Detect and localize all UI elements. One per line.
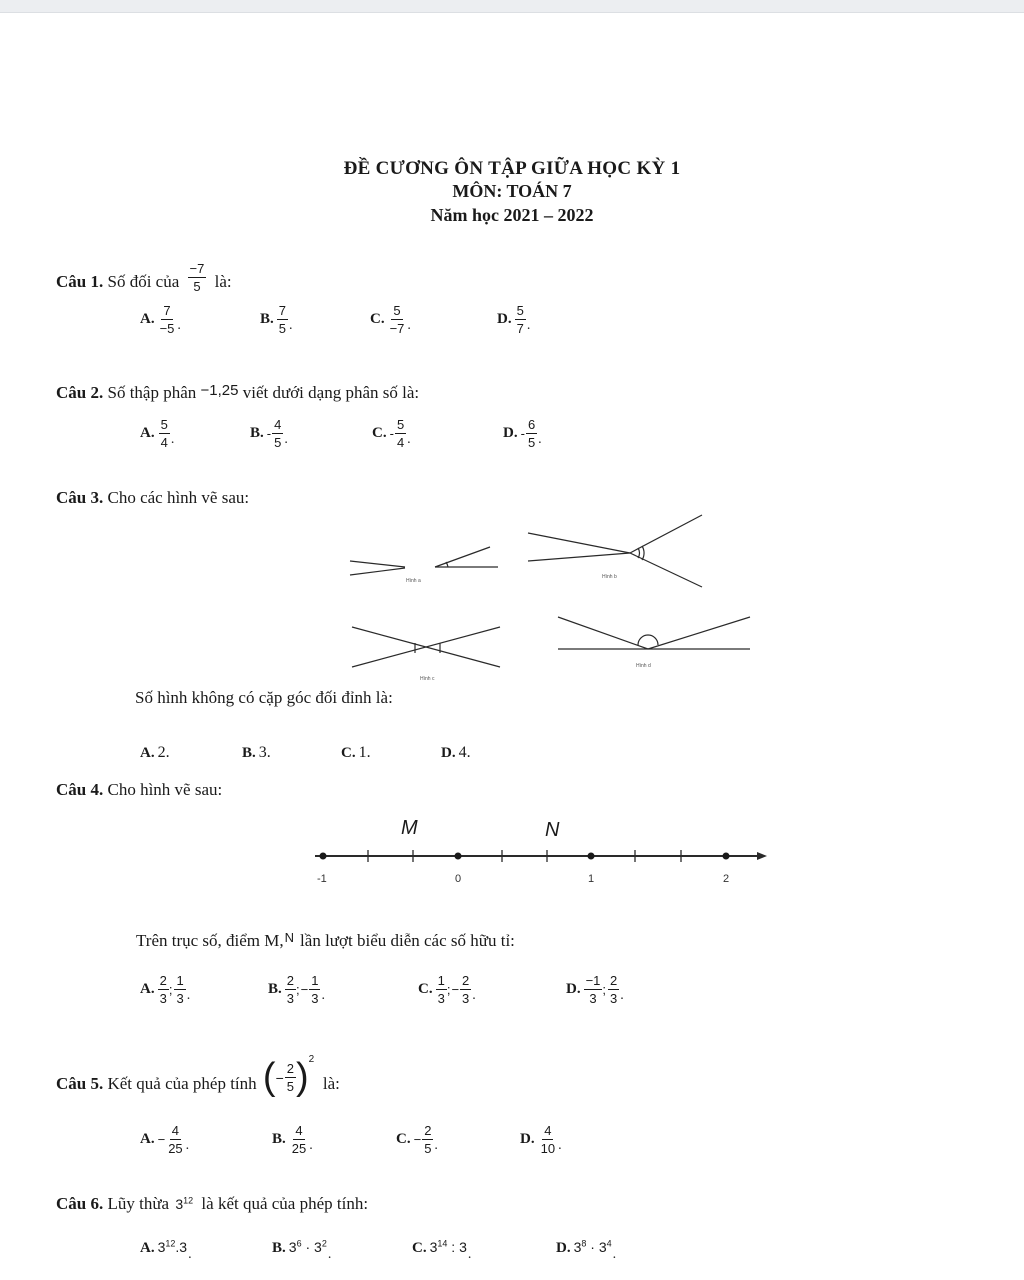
fraction-denominator: 5	[527, 434, 536, 450]
fraction-denominator: 4	[160, 434, 168, 450]
q6-option-c: C. $3^{14}$ : 3.	[412, 1238, 472, 1262]
question-2-text: Số thập phân	[107, 383, 197, 402]
question-2-value: −1,25	[200, 382, 239, 399]
fraction-numerator: 1	[437, 973, 445, 988]
option-value: 4.	[458, 744, 471, 761]
fraction-denominator: 3	[437, 990, 445, 1006]
question-5-label: Câu 5.	[56, 1074, 104, 1093]
operator: ·	[301, 1238, 315, 1255]
power-exponent: 2	[321, 1238, 327, 1248]
fraction-denominator: 5	[274, 434, 282, 450]
power-base: 3	[459, 1238, 467, 1255]
number-line	[295, 808, 775, 888]
point-zero	[455, 853, 462, 860]
power-exponent: 12	[183, 1195, 194, 1206]
question-3-prompt: Số hình không có cặp góc đối đỉnh là:	[135, 688, 393, 707]
power-base: 3	[429, 1238, 438, 1255]
option-sign: −	[157, 1132, 166, 1148]
fraction-numerator: 5	[396, 417, 405, 432]
q6-option-d: D. $3^8 \cdot 3^4$.	[556, 1238, 617, 1262]
document-title: ĐỀ CƯƠNG ÔN TẬP GIỮA HỌC KỲ 1	[343, 158, 681, 179]
figure-a	[350, 547, 498, 575]
power-exponent: 6	[296, 1238, 302, 1248]
fraction-denominator: −7	[389, 320, 405, 336]
fraction-numerator: 6	[527, 417, 536, 432]
fraction-denominator: 5	[424, 1140, 432, 1156]
option-letter: C.	[370, 311, 385, 328]
question-6-text: Lũy thừa	[107, 1194, 170, 1213]
question-6-label: Câu 6.	[56, 1194, 104, 1213]
fraction-denominator: 5	[286, 1078, 294, 1094]
fraction-numerator: 4	[274, 417, 282, 432]
option-letter: B.	[242, 745, 256, 761]
fraction-denominator: 4	[396, 434, 405, 450]
option-sign: −	[451, 982, 460, 998]
option-letter: A.	[140, 745, 155, 761]
q5-option-d: D. $\frac{4}{10}$ .	[520, 1123, 562, 1156]
fraction-denominator: 3	[176, 990, 184, 1006]
fraction-numerator: 1	[176, 973, 184, 988]
option-letter: B.	[268, 981, 282, 998]
q4-option-c: C. $\frac{1}{3}$ ;− $\frac{2}{3}$ .	[418, 973, 476, 1006]
browser-top-bar	[0, 0, 1024, 13]
question-4-prompt-after: lần lượt biểu diễn các số hữu tỉ:	[300, 931, 515, 950]
q5-option-b: B. $\frac{4}{25}$ .	[272, 1123, 313, 1156]
option-letter: D.	[556, 1239, 571, 1256]
question-2	[56, 382, 419, 403]
q3-option-b	[242, 744, 271, 762]
fraction-numerator: −7	[189, 261, 205, 276]
option-letter: B.	[260, 311, 274, 328]
point-minus-one	[320, 853, 327, 860]
question-2-text-after: viết dưới dạng phân số là:	[242, 383, 420, 402]
question-5-text: Kết quả của phép tính	[107, 1074, 257, 1093]
fraction-numerator: −1	[585, 973, 601, 988]
point-two	[723, 853, 730, 860]
option-sign: -	[389, 426, 394, 442]
fraction-denominator: 3	[159, 990, 167, 1006]
question-2-label: Câu 2.	[56, 383, 104, 402]
operator: .3	[175, 1238, 188, 1255]
q2-option-b: B. - $\frac{4}{5}$ .	[250, 417, 288, 450]
option-letter: C.	[341, 745, 356, 761]
option-letter: D.	[566, 981, 581, 998]
option-letter: C.	[412, 1239, 427, 1256]
power-base: 3	[314, 1238, 322, 1255]
option-sign: -	[520, 426, 525, 442]
option-letter: B.	[250, 425, 264, 442]
q5-option-c: C. − $\frac{2}{5}$ .	[396, 1123, 438, 1156]
fraction-numerator: 2	[610, 973, 618, 988]
power-base: 3	[598, 1238, 607, 1255]
q4-option-a: A. $\frac{2}{3}$ ; $\frac{1}{3}$ .	[140, 973, 191, 1006]
question-4-prompt	[136, 930, 515, 951]
fraction-numerator: 2	[424, 1123, 432, 1138]
option-letter: C.	[396, 1131, 411, 1148]
fraction-numerator: 4	[544, 1123, 552, 1138]
operator: :	[447, 1238, 460, 1255]
fraction-numerator: 2	[286, 973, 294, 988]
q3-option-c	[341, 744, 371, 762]
question-4-prompt-text: Trên trục số, điểm M,	[136, 931, 284, 950]
option-letter: A.	[140, 981, 155, 998]
option-letter: D.	[503, 425, 518, 442]
option-sign: −	[413, 1132, 422, 1148]
fraction-numerator: 5	[393, 303, 401, 318]
point-label-m: M	[401, 817, 418, 839]
fraction-numerator: 7	[163, 303, 171, 318]
option-sign: −	[300, 982, 309, 998]
q1-option-c: C. $\frac{5}{-7}$ .	[370, 303, 411, 336]
figure-b-caption: Hình b	[602, 574, 617, 580]
tick-label-two: 2	[723, 873, 730, 885]
tick-label-zero: 0	[455, 873, 462, 885]
figure-d-caption: Hình d	[636, 663, 651, 669]
question-5-text-after: là:	[322, 1074, 340, 1093]
power-base: 3	[288, 1238, 297, 1255]
fraction-denominator: 10	[540, 1140, 556, 1156]
fraction-numerator: 2	[462, 973, 470, 988]
option-value: 1.	[358, 744, 371, 761]
fraction-denominator: 3	[610, 990, 618, 1006]
angle-figures	[330, 505, 770, 690]
q3-option-a	[140, 744, 170, 762]
option-letter: C.	[418, 981, 433, 998]
document-subject: MÔN: TOÁN 7	[452, 181, 572, 201]
q1-option-a: A. $\frac{7}{-5}$ .	[140, 303, 181, 336]
q5-option-a: A. − $\frac{4}{25}$ .	[140, 1123, 190, 1156]
option-letter: D.	[520, 1131, 535, 1148]
q6-option-a: A. $3^{12}.3$.	[140, 1238, 192, 1262]
power-exponent: 14	[437, 1238, 448, 1248]
expression-exponent: 2	[308, 1054, 315, 1065]
option-letter: A.	[140, 311, 155, 328]
question-4	[56, 780, 222, 800]
question-1-text: Số đối của	[107, 272, 180, 291]
option-value: 2.	[157, 744, 170, 761]
fraction-denominator: 5	[278, 320, 286, 336]
figure-a-caption: Hình a	[406, 578, 421, 584]
document-year: Năm học 2021 – 2022	[430, 205, 594, 225]
option-letter: A.	[140, 425, 155, 442]
power-base: 3	[573, 1238, 582, 1255]
question-1-text-after: là:	[214, 272, 232, 291]
fraction-denominator: 25	[168, 1140, 183, 1156]
fraction-denominator: −5	[159, 320, 175, 336]
fraction-denominator: 3	[286, 990, 294, 1006]
expression-sign: −	[275, 1069, 284, 1086]
question-4-text: Cho hình vẽ sau:	[107, 780, 223, 799]
fraction-numerator: 4	[171, 1123, 180, 1138]
tick-label-minus-one: -1	[317, 873, 327, 885]
option-letter: A.	[140, 1239, 155, 1256]
power-base: 3	[175, 1196, 184, 1212]
q1-option-b: B. $\frac{7}{5}$ .	[260, 303, 293, 336]
fraction-denominator: 3	[589, 990, 597, 1006]
question-1-label: Câu 1.	[56, 272, 104, 291]
option-letter: B.	[272, 1239, 286, 1256]
tick-label-one: 1	[588, 873, 595, 885]
option-letter: C.	[372, 425, 387, 442]
q3-option-d	[441, 744, 471, 762]
question-4-label: Câu 4.	[56, 780, 104, 799]
question-3	[56, 488, 249, 508]
question-5-expression: (− $\frac{2}{5}$ ) 2	[262, 1054, 315, 1098]
option-letter: D.	[441, 745, 456, 761]
fraction-numerator: 2	[159, 973, 167, 988]
power-exponent: 4	[606, 1238, 612, 1248]
option-letter: D.	[497, 311, 512, 328]
q2-option-d: D. - $\frac{6}{5}$ .	[503, 417, 542, 450]
question-6	[56, 1194, 368, 1214]
q4-option-b: B. $\frac{2}{3}$ ;− $\frac{1}{3}$ .	[268, 973, 325, 1006]
question-3-label: Câu 3.	[56, 488, 104, 507]
figure-d	[558, 617, 750, 649]
figure-c-caption: Hình c	[420, 676, 435, 682]
option-sign: -	[266, 426, 272, 442]
question-5	[56, 1056, 340, 1112]
question-6-text-after: là kết quả của phép tính:	[201, 1194, 369, 1213]
operator: ·	[586, 1238, 599, 1255]
q4-option-d: D. $\frac{-1}{3}$ ; $\frac{2}{3}$ .	[566, 973, 624, 1006]
fraction-denominator: 3	[311, 990, 319, 1006]
question-1-fraction	[188, 262, 207, 293]
power-exponent: 8	[581, 1238, 587, 1248]
option-value: 3.	[258, 744, 271, 761]
point-label-n: N	[545, 819, 560, 841]
question-3-text: Cho các hình vẽ sau:	[107, 488, 250, 507]
question-1	[56, 262, 232, 293]
fraction-numerator: 5	[160, 417, 168, 432]
fraction-denominator: 7	[516, 320, 524, 336]
q1-option-d: D. $\frac{5}{7}$ .	[497, 303, 531, 336]
fraction-numerator: 5	[516, 303, 524, 318]
fraction-numerator: 7	[278, 303, 286, 318]
q2-option-c: C. - $\frac{5}{4}$ .	[372, 417, 411, 450]
power-base: 3	[157, 1238, 166, 1255]
fraction-numerator: 4	[295, 1123, 303, 1138]
question-6-power	[175, 1196, 193, 1212]
fraction-denominator: 25	[291, 1140, 307, 1156]
q2-option-a: A. $\frac{5}{4}$ .	[140, 417, 175, 450]
fraction-numerator: 2	[286, 1060, 294, 1076]
option-letter: A.	[140, 1131, 155, 1148]
figure-c	[352, 627, 500, 667]
option-letter: B.	[272, 1131, 286, 1148]
fraction-denominator: 5	[193, 278, 201, 294]
fraction-numerator: 1	[311, 973, 319, 988]
fraction-denominator: 3	[462, 990, 470, 1006]
power-exponent: 12	[165, 1238, 176, 1248]
point-one	[588, 853, 595, 860]
question-4-prompt-n: N	[284, 930, 295, 945]
q6-option-b: B. $3^6 \cdot 3^2$.	[272, 1238, 332, 1262]
